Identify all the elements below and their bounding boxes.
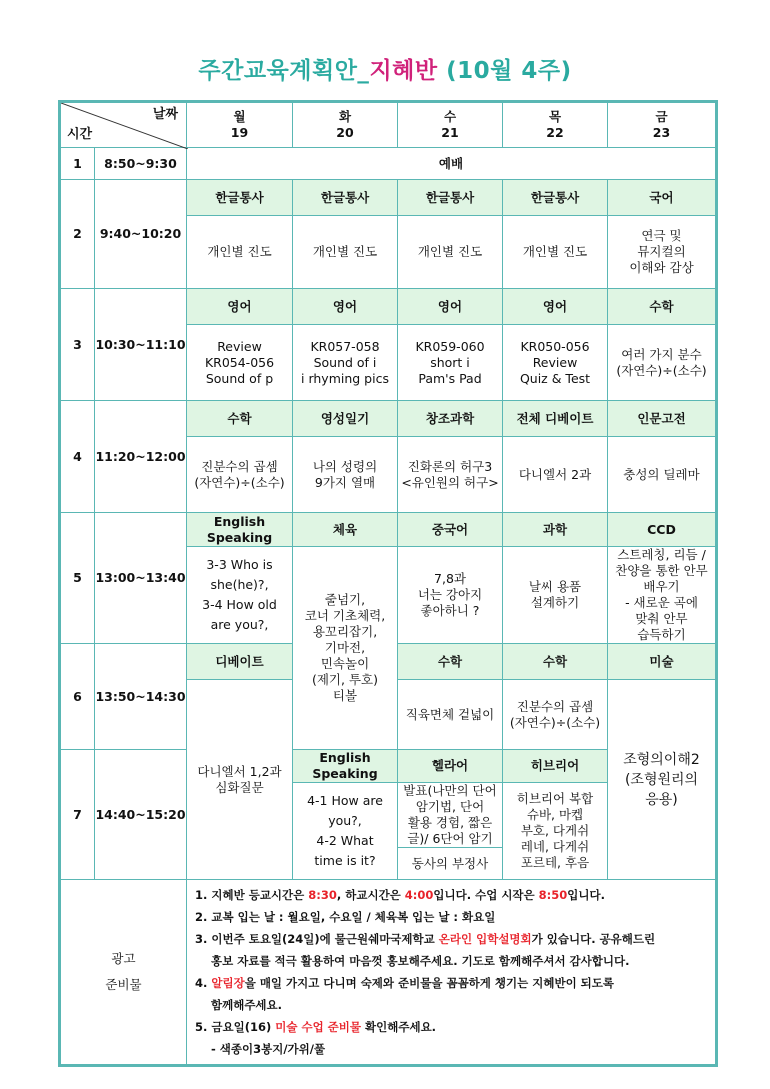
content-cell: 동사의 부정사: [398, 848, 503, 880]
subject-cell: 수학: [398, 644, 503, 680]
content-cell: 줄넘기, 코너 기초체력, 용꼬리잡기, 기마전, 민속놀이 (제기, 투호) 티볼: [293, 547, 398, 750]
subject-cell: 중국어: [398, 513, 503, 547]
notice-row: [60, 880, 717, 1066]
subject-cell: 인문고전: [608, 401, 717, 437]
period-time: 9:40~10:20: [95, 180, 187, 289]
content-cell: KR050-056 Review Quiz & Test: [503, 325, 608, 401]
content-cell: 조형의이해2 (조형원리의 응용): [608, 680, 717, 880]
subject-cell: 영어: [503, 289, 608, 325]
day-header-tue: 화 20: [293, 102, 398, 148]
period-number: 3: [60, 289, 95, 401]
worship-cell: 예배: [187, 148, 717, 180]
header-row: [60, 102, 717, 148]
content-cell: 개인별 진도: [503, 216, 608, 289]
subject-cell: 영성일기: [293, 401, 398, 437]
notice-content: [187, 880, 717, 1066]
subject-cell: 헬라어: [398, 750, 503, 783]
subject-cell: 수학: [503, 644, 608, 680]
period-number: 6: [60, 644, 95, 750]
notice-5: 5. 금요일(16) 미술 수업 준비물 확인해주세요.: [195, 1020, 437, 1034]
period-time: 13:50~14:30: [95, 644, 187, 750]
subject-cell: 한글통사: [398, 180, 503, 216]
subject-cell: English Speaking: [187, 513, 293, 547]
content-cell: 충성의 딜레마: [608, 437, 717, 513]
content-cell: 개인별 진도: [293, 216, 398, 289]
subject-cell: 영어: [187, 289, 293, 325]
content-cell: 4-1 How are you?, 4-2 What time is it?: [293, 783, 398, 880]
day-header-mon: 월 19: [187, 102, 293, 148]
period-time: 13:00~13:40: [95, 513, 187, 644]
subject-cell: 한글통사: [293, 180, 398, 216]
subject-cell: 체육: [293, 513, 398, 547]
period-time: 14:40~15:20: [95, 750, 187, 880]
subject-cell: 과학: [503, 513, 608, 547]
subject-cell: 국어: [608, 180, 717, 216]
subject-cell: 영어: [293, 289, 398, 325]
subject-cell: 창조과학: [398, 401, 503, 437]
notice-4: 4. 알림장을 매일 가지고 다니며 숙제와 준비물을 꼼꼼하게 챙기는 지혜반이 되도록: [195, 976, 615, 990]
period-number: 2: [60, 180, 95, 289]
subject-cell: 한글통사: [187, 180, 293, 216]
notice-5-cont: - 색종이3봉지/가위/풀: [211, 1042, 326, 1056]
content-cell: 히브리어 복합 슈바, 마켑 부호, 다게쉬 레네, 다게쉬 포르테, 후음: [503, 783, 608, 880]
period-time: 8:50~9:30: [95, 148, 187, 180]
period-number: 4: [60, 401, 95, 513]
subject-cell: 미술: [608, 644, 717, 680]
content-cell: 날씨 용품 설계하기: [503, 547, 608, 644]
date-time-corner: 날짜 시간: [60, 102, 187, 148]
weekly-plan-table: [58, 100, 718, 1067]
period-time: 11:20~12:00: [95, 401, 187, 513]
content-cell: KR057-058 Sound of i i rhyming pics: [293, 325, 398, 401]
notice-2: 2. 교복 입는 날 : 월요일, 수요일 / 체육복 입는 날 : 화요일: [195, 910, 496, 924]
period-1-row: [60, 148, 717, 180]
subject-cell: 영어: [398, 289, 503, 325]
content-cell: 3-3 Who is she(he)?, 3-4 How old are you?,: [187, 547, 293, 644]
period-time: 10:30~11:10: [95, 289, 187, 401]
period-2-subject-row: [60, 180, 717, 216]
content-cell: 나의 성령의 9가지 열매: [293, 437, 398, 513]
content-cell: 다니엘서 1,2과 심화질문: [187, 680, 293, 880]
content-cell: 개인별 진도: [398, 216, 503, 289]
period-3-subject-row: [60, 289, 717, 325]
subject-cell: 디베이트: [187, 644, 293, 680]
content-cell: 진화론의 허구3 <유인원의 허구>: [398, 437, 503, 513]
period-4-subject-row: [60, 401, 717, 437]
subject-cell: 히브리어: [503, 750, 608, 783]
subject-cell: 전체 디베이트: [503, 401, 608, 437]
notice-3-cont: 홍보 자료를 적극 활용하여 마음껏 홍보해주세요. 기도로 함께해주셔서 감사합니다.: [211, 954, 630, 968]
period-number: 1: [60, 148, 95, 180]
period-number: 5: [60, 513, 95, 644]
day-header-wed: 수 21: [398, 102, 503, 148]
content-cell: 진분수의 곱셈 (자연수)÷(소수): [187, 437, 293, 513]
day-header-fri: 금 23: [608, 102, 717, 148]
notice-3: 3. 이번주 토요일(24일)에 물근원쉐마국제학교 온라인 입학설명회가 있습니다. 공유해드린: [195, 932, 656, 946]
notice-label: 광고 준비물: [60, 880, 187, 1066]
period-number: 7: [60, 750, 95, 880]
content-cell: 7,8과 너는 강아지 좋아하니 ?: [398, 547, 503, 644]
subject-cell: 수학: [608, 289, 717, 325]
subject-cell: 한글통사: [503, 180, 608, 216]
content-cell: 스트레칭, 리듬 / 찬양을 통한 안무 배우기 - 새로운 곡에 맞춰 안무 습득하기: [608, 547, 717, 644]
notice-4-cont: 함께해주세요.: [211, 998, 283, 1012]
content-cell: KR059-060 short i Pam's Pad: [398, 325, 503, 401]
subject-cell: English Speaking: [293, 750, 398, 783]
content-cell: 다니엘서 2과: [503, 437, 608, 513]
notice-1: 1. 지혜반 등교시간은 8:30, 하교시간은 4:00입니다. 수업 시작은 8:50입니다.: [195, 888, 605, 902]
subject-cell: 수학: [187, 401, 293, 437]
content-cell: 연극 및 뮤지컬의 이해와 감상: [608, 216, 717, 289]
page-title: 주간교육계획안_지혜반 (10월 4주): [198, 58, 572, 84]
content-cell: 발표(나만의 단어 암기법, 단어 활용 경험, 짧은 글)/ 6단어 암기: [398, 783, 503, 848]
content-cell: Review KR054-056 Sound of p: [187, 325, 293, 401]
content-cell: 진분수의 곱셈 (자연수)÷(소수): [503, 680, 608, 750]
period-5-subject-row: [60, 513, 717, 547]
content-cell: 여러 가지 분수 (자연수)÷(소수): [608, 325, 717, 401]
content-cell: 개인별 진도: [187, 216, 293, 289]
subject-cell: CCD: [608, 513, 717, 547]
content-cell: 직육면체 겉넓이: [398, 680, 503, 750]
day-header-thu: 목 22: [503, 102, 608, 148]
